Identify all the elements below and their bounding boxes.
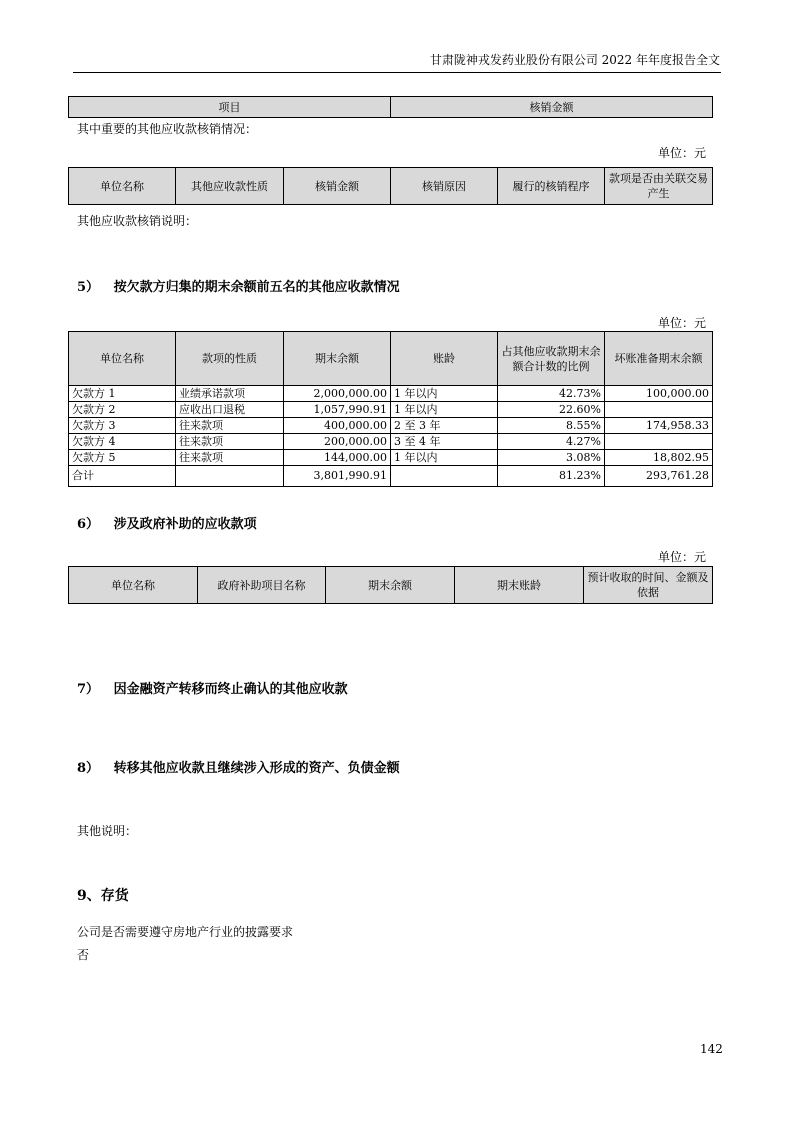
column-header: 单位名称 [69, 332, 176, 386]
page-number: 142 [700, 1042, 723, 1056]
ratio-cell: 22.60% [498, 402, 605, 418]
section5-number: 5） [77, 280, 100, 295]
column-header: 占其他应收款期末余额合计数的比例 [498, 332, 605, 386]
nature-cell: 业绩承诺款项 [176, 386, 284, 402]
bad-debt-cell: 18,802.95 [605, 450, 713, 466]
ratio-cell: 8.55% [498, 418, 605, 434]
table-row [69, 402, 713, 418]
ratio-cell: 42.73% [498, 386, 605, 402]
column-header: 项目 [69, 97, 391, 118]
column-header: 核销金额 [284, 168, 391, 205]
section8-number: 8） [77, 761, 100, 776]
aging-cell: 3 至 4 年 [391, 434, 498, 450]
total-nature-cell [176, 466, 284, 487]
header-divider [73, 72, 721, 73]
aging-cell: 2 至 3 年 [391, 418, 498, 434]
ratio-cell: 3.08% [498, 450, 605, 466]
debtor-name-cell: 欠款方 1 [69, 386, 176, 402]
ratio-cell: 4.27% [498, 434, 605, 450]
section6-title: 涉及政府补助的应收款项 [113, 517, 257, 532]
table-row [69, 450, 713, 466]
column-header: 核销原因 [391, 168, 498, 205]
writeoff-table [68, 96, 713, 118]
table-header-row [69, 97, 713, 118]
column-header: 坏账准备期末余额 [605, 332, 713, 386]
nature-cell: 往来款项 [176, 418, 284, 434]
bad-debt-cell: 100,000.00 [605, 386, 713, 402]
column-header: 核销金额 [391, 97, 713, 118]
section9-title: 9、存货 [77, 888, 129, 904]
aging-cell: 1 年以内 [391, 402, 498, 418]
balance-cell: 200,000.00 [284, 434, 391, 450]
column-header: 期末账龄 [455, 567, 584, 604]
real-estate-question: 公司是否需要遵守房地产行业的披露要求 [77, 925, 294, 939]
table-row [69, 434, 713, 450]
real-estate-answer: 否 [77, 948, 90, 962]
gov-subsidy-table [68, 566, 713, 604]
bad-debt-cell [605, 434, 713, 450]
aging-cell: 1 年以内 [391, 386, 498, 402]
important-writeoff-table [68, 167, 713, 205]
balance-cell: 400,000.00 [284, 418, 391, 434]
column-header: 期末余额 [284, 332, 391, 386]
total-ratio-cell: 81.23% [498, 466, 605, 487]
table-header-row [69, 567, 713, 604]
section6-heading [77, 513, 257, 532]
column-header: 预计收取的时间、金额及依据 [584, 567, 713, 604]
table-header-row [69, 332, 713, 386]
bad-debt-cell: 174,958.33 [605, 418, 713, 434]
debtor-name-cell: 欠款方 5 [69, 450, 176, 466]
other-note: 其他说明： [77, 824, 138, 838]
total-label-cell: 合计 [69, 466, 176, 487]
column-header: 履行的核销程序 [498, 168, 605, 205]
total-aging-cell [391, 466, 498, 487]
column-header: 单位名称 [69, 567, 198, 604]
section7-title: 因金融资产转移而终止确认的其他应收款 [113, 682, 348, 697]
aging-cell: 1 年以内 [391, 450, 498, 466]
section5-title: 按欠款方归集的期末余额前五名的其他应收款情况 [113, 280, 400, 295]
section8-title: 转移其他应收款且继续涉入形成的资产、负债金额 [113, 761, 400, 776]
column-header: 政府补助项目名称 [198, 567, 326, 604]
column-header: 款项的性质 [176, 332, 284, 386]
column-header: 其他应收款性质 [176, 168, 284, 205]
column-header: 期末余额 [326, 567, 455, 604]
nature-cell: 应收出口退税 [176, 402, 284, 418]
nature-cell: 往来款项 [176, 450, 284, 466]
top5-debtors-table [68, 331, 713, 487]
total-bad-debt-cell: 293,761.28 [605, 466, 713, 487]
column-header: 款项是否由关联交易产生 [605, 168, 713, 205]
nature-cell: 往来款项 [176, 434, 284, 450]
unit-label: 单位：元 [657, 146, 706, 160]
bad-debt-cell [605, 402, 713, 418]
section5-heading [77, 276, 400, 295]
section7-heading [77, 678, 348, 697]
section8-heading [77, 757, 400, 776]
table-row [69, 418, 713, 434]
table-row [69, 386, 713, 402]
section7-number: 7） [77, 682, 100, 697]
total-row [69, 466, 713, 487]
column-header: 单位名称 [69, 168, 176, 205]
balance-cell: 2,000,000.00 [284, 386, 391, 402]
column-header: 账龄 [391, 332, 498, 386]
balance-cell: 1,057,990.91 [284, 402, 391, 418]
unit-label: 单位：元 [657, 550, 706, 564]
total-balance-cell: 3,801,990.91 [284, 466, 391, 487]
section6-number: 6） [77, 517, 100, 532]
debtor-name-cell: 欠款方 3 [69, 418, 176, 434]
balance-cell: 144,000.00 [284, 450, 391, 466]
debtor-name-cell: 欠款方 2 [69, 402, 176, 418]
writeoff-note: 其他应收款核销说明： [77, 214, 198, 228]
report-header-title: 甘肃陇神戎发药业股份有限公司 2022 年年度报告全文 [429, 53, 720, 67]
important-writeoff-caption: 其中重要的其他应收款核销情况： [77, 122, 258, 136]
table-header-row [69, 168, 713, 205]
unit-label: 单位：元 [657, 316, 706, 330]
debtor-name-cell: 欠款方 4 [69, 434, 176, 450]
